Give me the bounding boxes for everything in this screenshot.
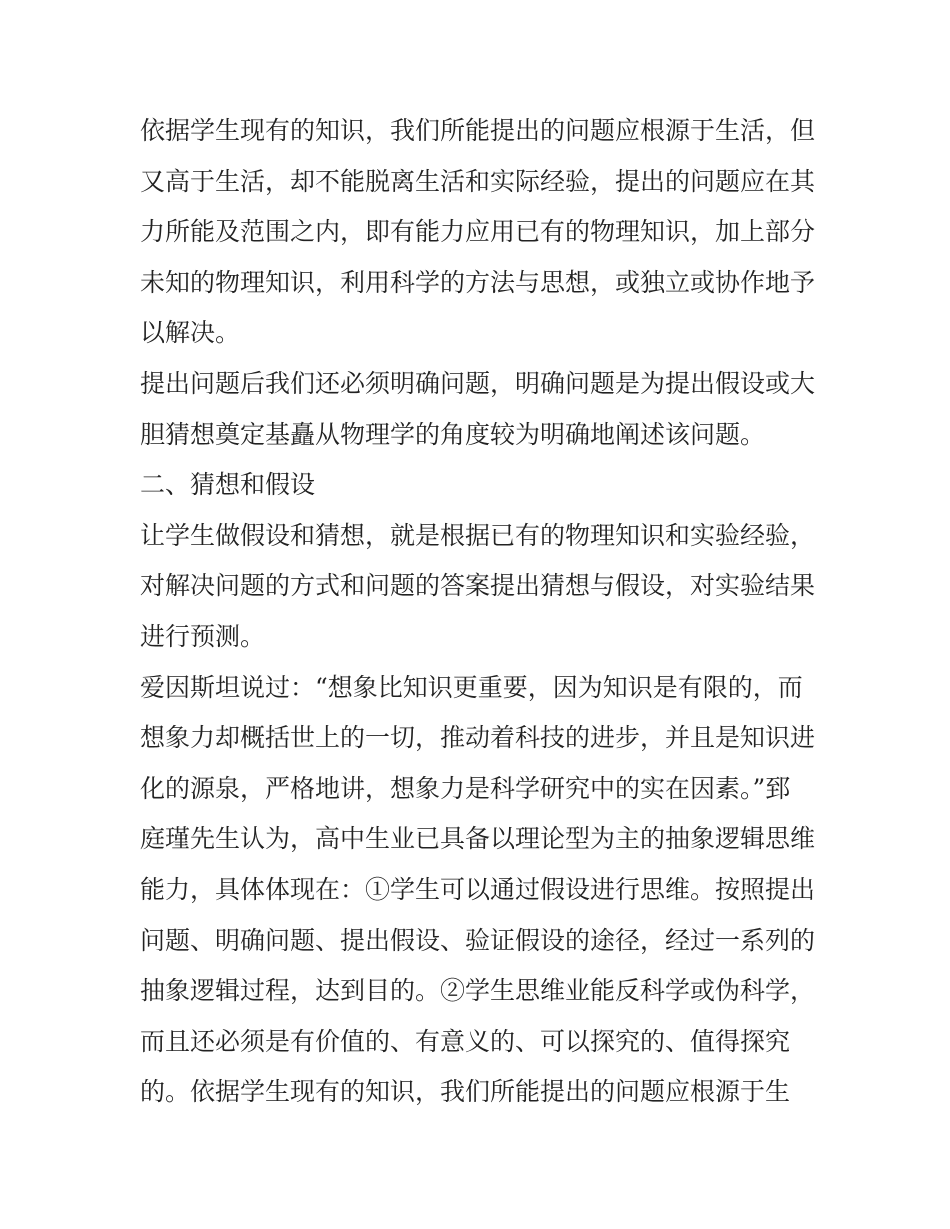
- text-line: 的。依据学生现有的知识，我们所能提出的问题应根源于生: [140, 1077, 791, 1107]
- body-text: [140, 106, 820, 1118]
- text-line: 依据学生现有的知识，我们所能提出的问题应根源于生活，但: [140, 116, 816, 145]
- text-line: 提出问题后我们还必须明确问题，明确问题是为提出假设或大: [140, 368, 816, 398]
- text-line: 抽象逻辑过程，达到目的。②学生思维业能反科学或伪科学，: [140, 976, 816, 1006]
- text-line: 进行预测。: [140, 621, 266, 651]
- text-line: 让学生做假设和猜想，就是根据已有的物理知识和实验经验，: [140, 520, 816, 550]
- text-line: 力所能及范围之内，即有能力应用已有的物理知识，加上部分: [140, 217, 816, 247]
- section-heading: 二、猜想和假设: [140, 470, 316, 500]
- text-line: 爱因斯坦说过：“想象比知识更重要，因为知识是有限的，而: [140, 672, 803, 702]
- text-line: 未知的物理知识，利用科学的方法与思想，或独立或协作地予: [140, 267, 816, 297]
- text-line: 以解决。: [140, 318, 241, 348]
- text-line: 想象力却概括世上的一切，推动着科技的进步，并且是知识进: [140, 723, 816, 753]
- text-line: 对解决问题的方式和问题的答案提出猜想与假设，对实验结果: [140, 571, 816, 601]
- text-line: 能力，具体体现在：①学生可以通过假设进行思维。按照提出: [140, 874, 816, 904]
- text-line: 又高于生活，却不能脱离生活和实际经验，提出的问题应在其: [140, 166, 816, 196]
- text-line: 庭瑾先生认为，高中生业已具备以理论型为主的抽象逻辑思维: [140, 824, 816, 854]
- text-line: 而且还必须是有价值的、有意义的、可以探究的、值得探究: [140, 1026, 791, 1056]
- text-line: 问题、明确问题、提出假设、验证假设的途径，经过一系列的: [140, 925, 816, 955]
- text-line: 胆猜想奠定基矗从物理学的角度较为明确地阐述该问题。: [140, 419, 766, 449]
- text-line: 化的源泉，严格地讲，想象力是科学研究中的实在因素。”郅: [140, 773, 791, 803]
